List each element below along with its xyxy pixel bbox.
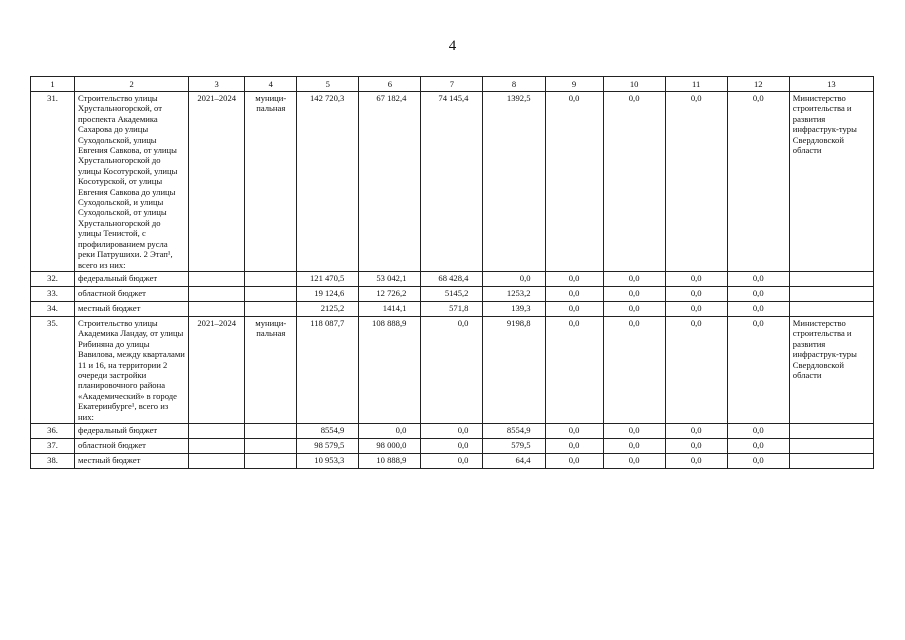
row-years (189, 271, 245, 286)
row-level: муници-пальная (245, 316, 297, 423)
col11-value: 0,0 (665, 316, 727, 423)
table-row (31, 301, 874, 316)
header-cell: 3 (189, 77, 245, 92)
col5-value: 142 720,3 (297, 92, 359, 272)
col12-value: 0,0 (727, 271, 789, 286)
header-cell: 4 (245, 77, 297, 92)
col10-value: 0,0 (603, 438, 665, 453)
col11-value: 0,0 (665, 453, 727, 468)
row-number: 35. (31, 316, 75, 423)
table-row (31, 316, 874, 423)
row-years (189, 453, 245, 468)
col11-value: 0,0 (665, 92, 727, 272)
col7-value: 0,0 (421, 423, 483, 438)
col9-value: 0,0 (545, 92, 603, 272)
row-organization (789, 301, 873, 316)
col12-value: 0,0 (727, 423, 789, 438)
col10-value: 0,0 (603, 271, 665, 286)
col9-value: 0,0 (545, 423, 603, 438)
col10-value: 0,0 (603, 453, 665, 468)
table-row (31, 423, 874, 438)
col12-value: 0,0 (727, 301, 789, 316)
header-cell: 6 (359, 77, 421, 92)
col11-value: 0,0 (665, 271, 727, 286)
col7-value: 5145,2 (421, 286, 483, 301)
header-cell: 13 (789, 77, 873, 92)
header-cell: 7 (421, 77, 483, 92)
row-years (189, 438, 245, 453)
header-cell: 9 (545, 77, 603, 92)
col7-value: 68 428,4 (421, 271, 483, 286)
col9-value: 0,0 (545, 301, 603, 316)
row-name: федеральный бюджет (75, 271, 189, 286)
row-level (245, 271, 297, 286)
row-organization (789, 423, 873, 438)
col8-value: 1392,5 (483, 92, 545, 272)
row-years (189, 423, 245, 438)
col9-value: 0,0 (545, 271, 603, 286)
col5-value: 10 953,3 (297, 453, 359, 468)
row-organization: Министерство строительства и развития инфраструк-туры Свердловской области (789, 316, 873, 423)
header-cell: 1 (31, 77, 75, 92)
col9-value: 0,0 (545, 286, 603, 301)
col6-value: 53 042,1 (359, 271, 421, 286)
row-years (189, 301, 245, 316)
col5-value: 118 087,7 (297, 316, 359, 423)
row-years: 2021–2024 (189, 92, 245, 272)
header-cell: 10 (603, 77, 665, 92)
row-level (245, 301, 297, 316)
row-years: 2021–2024 (189, 316, 245, 423)
table-row (31, 271, 874, 286)
row-number: 37. (31, 438, 75, 453)
row-organization (789, 438, 873, 453)
row-organization (789, 271, 873, 286)
header-cell: 8 (483, 77, 545, 92)
col8-value: 579,5 (483, 438, 545, 453)
col8-value: 0,0 (483, 271, 545, 286)
row-level (245, 453, 297, 468)
row-name: областной бюджет (75, 438, 189, 453)
page-number: 4 (448, 38, 457, 54)
col6-value: 98 000,0 (359, 438, 421, 453)
row-name: областной бюджет (75, 286, 189, 301)
col5-value: 8554,9 (297, 423, 359, 438)
budget-table (30, 76, 874, 469)
col8-value: 64,4 (483, 453, 545, 468)
col7-value: 0,0 (421, 316, 483, 423)
col7-value: 74 145,4 (421, 92, 483, 272)
col11-value: 0,0 (665, 438, 727, 453)
col6-value: 10 888,9 (359, 453, 421, 468)
col11-value: 0,0 (665, 423, 727, 438)
row-number: 36. (31, 423, 75, 438)
col11-value: 0,0 (665, 301, 727, 316)
col8-value: 9198,8 (483, 316, 545, 423)
col9-value: 0,0 (545, 316, 603, 423)
col9-value: 0,0 (545, 438, 603, 453)
col8-value: 1253,2 (483, 286, 545, 301)
col11-value: 0,0 (665, 286, 727, 301)
row-name: федеральный бюджет (75, 423, 189, 438)
header-cell: 12 (727, 77, 789, 92)
col12-value: 0,0 (727, 286, 789, 301)
row-years (189, 286, 245, 301)
col12-value: 0,0 (727, 453, 789, 468)
col6-value: 108 888,9 (359, 316, 421, 423)
table-row (31, 453, 874, 468)
col6-value: 1414,1 (359, 301, 421, 316)
row-level (245, 438, 297, 453)
row-number: 33. (31, 286, 75, 301)
row-number: 32. (31, 271, 75, 286)
table-row (31, 438, 874, 453)
row-number: 31. (31, 92, 75, 272)
row-number: 34. (31, 301, 75, 316)
header-cell: 2 (75, 77, 189, 92)
col6-value: 67 182,4 (359, 92, 421, 272)
row-organization: Министерство строительства и развития инфраструк-туры Свердловской области (789, 92, 873, 272)
col10-value: 0,0 (603, 423, 665, 438)
table-header-row (31, 77, 874, 92)
col6-value: 12 726,2 (359, 286, 421, 301)
header-cell: 5 (297, 77, 359, 92)
row-name: местный бюджет (75, 453, 189, 468)
col10-value: 0,0 (603, 301, 665, 316)
col10-value: 0,0 (603, 286, 665, 301)
row-name: Строительство улицы Академика Ландау, от улицы Рибиняна до улицы Вавилова, между кварталами 11 и 16, на территории 2 очереди застройки планировочного района «Академический» в городе Екатеринбурге¹, всего из них: (75, 316, 189, 423)
col8-value: 139,3 (483, 301, 545, 316)
col12-value: 0,0 (727, 438, 789, 453)
row-organization (789, 453, 873, 468)
row-level: муници-пальная (245, 92, 297, 272)
col7-value: 0,0 (421, 453, 483, 468)
table-row (31, 286, 874, 301)
col8-value: 8554,9 (483, 423, 545, 438)
row-level (245, 423, 297, 438)
row-organization (789, 286, 873, 301)
row-number: 38. (31, 453, 75, 468)
col9-value: 0,0 (545, 453, 603, 468)
col10-value: 0,0 (603, 92, 665, 272)
row-name: местный бюджет (75, 301, 189, 316)
col12-value: 0,0 (727, 92, 789, 272)
col10-value: 0,0 (603, 316, 665, 423)
col12-value: 0,0 (727, 316, 789, 423)
header-cell: 11 (665, 77, 727, 92)
col7-value: 0,0 (421, 438, 483, 453)
col6-value: 0,0 (359, 423, 421, 438)
row-level (245, 286, 297, 301)
row-name: Строительство улицы Хрустальногорской, от проспекта Академика Сахарова до улицы Суходольской, улицы Евгения Савкова, от улицы Хрустальногорской до улицы Косотурской, улицы Косотурской, от улицы Евгения Савкова до улицы Суходольской, и улицы Суходольской, от улицы Хрустальногорской до улицы Тенистой, с профилированием русла реки Патрушихи. 2 Этап¹, всего из них: (75, 92, 189, 272)
col5-value: 98 579,5 (297, 438, 359, 453)
col5-value: 121 470,5 (297, 271, 359, 286)
col5-value: 19 124,6 (297, 286, 359, 301)
table-row (31, 92, 874, 272)
col7-value: 571,8 (421, 301, 483, 316)
col5-value: 2125,2 (297, 301, 359, 316)
